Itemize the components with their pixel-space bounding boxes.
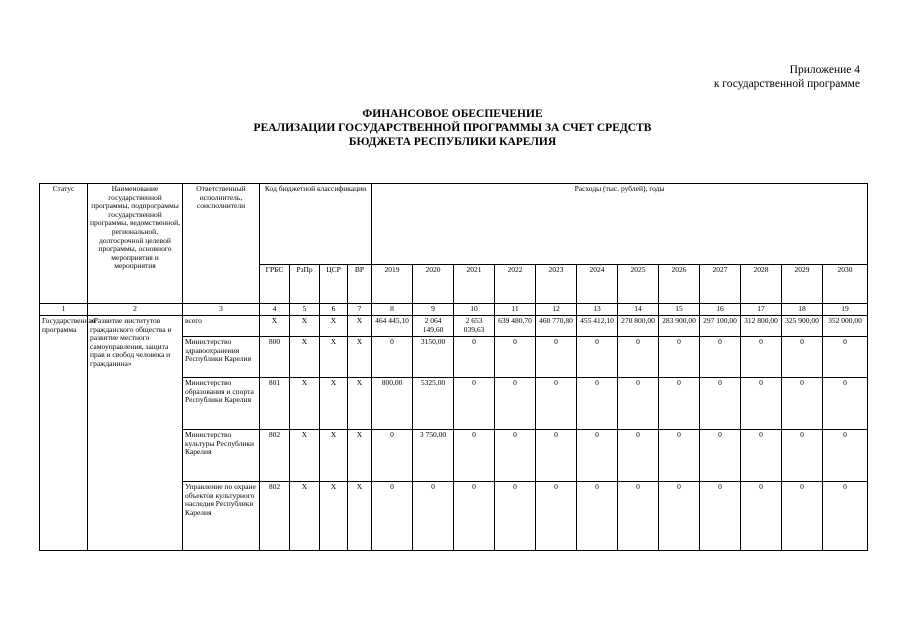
column-number-3: 4 xyxy=(260,304,290,316)
value-cell: 2 064 149,60 xyxy=(413,316,454,337)
value-cell: 0 xyxy=(618,482,659,551)
header-year-5: 2024 xyxy=(577,265,618,304)
header-budget-code: Код бюджетной классификации xyxy=(260,184,372,265)
header-code-2: ЦСР xyxy=(320,265,348,304)
header-year-3: 2022 xyxy=(495,265,536,304)
value-cell: 0 xyxy=(536,337,577,378)
value-cell: 0 xyxy=(782,430,823,482)
title-line-2: РЕАЛИЗАЦИИ ГОСУДАРСТВЕННОЙ ПРОГРАММЫ ЗА СЧЕТ СРЕДСТВ xyxy=(253,122,652,134)
value-cell: 0 xyxy=(823,378,868,430)
code-cell: X xyxy=(348,337,372,378)
column-number-17: 18 xyxy=(782,304,823,316)
value-cell: 0 xyxy=(782,482,823,551)
status-cell: Государственная программа xyxy=(40,316,88,551)
value-cell: 0 xyxy=(700,430,741,482)
value-cell: 312 800,00 xyxy=(741,316,782,337)
value-cell: 0 xyxy=(536,482,577,551)
header-expenses: Расходы (тыс. рублей), годы xyxy=(372,184,868,265)
value-cell: 0 xyxy=(577,430,618,482)
column-number-0: 1 xyxy=(40,304,88,316)
value-cell: 0 xyxy=(372,482,413,551)
value-cell: 352 000,00 xyxy=(823,316,868,337)
value-cell: 0 xyxy=(618,337,659,378)
column-number-16: 17 xyxy=(741,304,782,316)
value-cell: 0 xyxy=(454,378,495,430)
value-cell: 0 xyxy=(659,482,700,551)
code-cell: X xyxy=(260,316,290,337)
code-cell: X xyxy=(320,378,348,430)
header-code-0: ГРБС xyxy=(260,265,290,304)
value-cell: 2 653 039,63 xyxy=(454,316,495,337)
code-cell: X xyxy=(290,482,320,551)
value-cell: 0 xyxy=(823,482,868,551)
column-number-13: 14 xyxy=(618,304,659,316)
value-cell: 270 800,00 xyxy=(618,316,659,337)
header-year-2: 2021 xyxy=(454,265,495,304)
value-cell: 0 xyxy=(618,430,659,482)
code-cell: 801 xyxy=(260,378,290,430)
code-cell: 800 xyxy=(260,337,290,378)
value-cell: 0 xyxy=(700,337,741,378)
value-cell: 460 770,80 xyxy=(536,316,577,337)
code-cell: X xyxy=(290,378,320,430)
value-cell: 0 xyxy=(495,378,536,430)
code-cell: X xyxy=(320,430,348,482)
header-year-1: 2020 xyxy=(413,265,454,304)
header-year-7: 2026 xyxy=(659,265,700,304)
value-cell: 0 xyxy=(741,337,782,378)
value-cell: 0 xyxy=(741,430,782,482)
code-cell: X xyxy=(290,316,320,337)
code-cell: X xyxy=(348,316,372,337)
header-year-6: 2025 xyxy=(618,265,659,304)
value-cell: 0 xyxy=(495,337,536,378)
table-row xyxy=(40,316,868,337)
value-cell: 0 xyxy=(413,482,454,551)
value-cell: 455 412,10 xyxy=(577,316,618,337)
document-title xyxy=(0,107,905,149)
header-executor: Ответственный исполнитель, соисполнители xyxy=(183,184,260,304)
code-cell: X xyxy=(320,337,348,378)
column-number-18: 19 xyxy=(823,304,868,316)
value-cell: 3 750,00 xyxy=(413,430,454,482)
value-cell: 0 xyxy=(495,482,536,551)
value-cell: 0 xyxy=(454,482,495,551)
column-number-9: 10 xyxy=(454,304,495,316)
value-cell: 0 xyxy=(700,482,741,551)
code-cell: X xyxy=(290,337,320,378)
value-cell: 0 xyxy=(454,337,495,378)
value-cell: 0 xyxy=(454,430,495,482)
value-cell: 0 xyxy=(823,337,868,378)
value-cell: 297 100,00 xyxy=(700,316,741,337)
header-year-8: 2027 xyxy=(700,265,741,304)
code-cell: X xyxy=(348,482,372,551)
value-cell: 800,00 xyxy=(372,378,413,430)
value-cell: 0 xyxy=(372,337,413,378)
column-number-8: 9 xyxy=(413,304,454,316)
header-year-4: 2023 xyxy=(536,265,577,304)
value-cell: 0 xyxy=(536,378,577,430)
code-cell: X xyxy=(320,482,348,551)
header-code-3: ВР xyxy=(348,265,372,304)
header-year-10: 2029 xyxy=(782,265,823,304)
value-cell: 0 xyxy=(659,430,700,482)
value-cell: 0 xyxy=(577,482,618,551)
value-cell: 0 xyxy=(536,430,577,482)
financing-table xyxy=(39,183,868,551)
code-cell: X xyxy=(320,316,348,337)
header-status: Статус xyxy=(40,184,88,304)
value-cell: 0 xyxy=(659,337,700,378)
annex-heading xyxy=(714,63,860,91)
column-number-15: 16 xyxy=(700,304,741,316)
value-cell: 0 xyxy=(659,378,700,430)
value-cell: 464 445,10 xyxy=(372,316,413,337)
value-cell: 0 xyxy=(823,430,868,482)
value-cell: 0 xyxy=(577,337,618,378)
value-cell: 0 xyxy=(782,378,823,430)
executor-cell: Министерство образования и спорта Республики Карелия xyxy=(183,378,260,430)
column-number-7: 8 xyxy=(372,304,413,316)
value-cell: 0 xyxy=(700,378,741,430)
executor-cell: всего xyxy=(183,316,260,337)
column-number-5: 6 xyxy=(320,304,348,316)
column-number-4: 5 xyxy=(290,304,320,316)
value-cell: 0 xyxy=(618,378,659,430)
value-cell: 0 xyxy=(741,482,782,551)
header-year-9: 2028 xyxy=(741,265,782,304)
value-cell: 5325,00 xyxy=(413,378,454,430)
column-number-10: 11 xyxy=(495,304,536,316)
title-line-3: БЮДЖЕТА РЕСПУБЛИКИ КАРЕЛИЯ xyxy=(348,136,557,148)
code-cell: X xyxy=(348,430,372,482)
code-cell: X xyxy=(348,378,372,430)
program-name-cell: «Развитие институтов гражданского общества и развитие местного самоуправления, защита прав и свобод человека и гражданина» xyxy=(88,316,183,551)
header-year-11: 2030 xyxy=(823,265,868,304)
value-cell: 283 900,00 xyxy=(659,316,700,337)
column-number-1: 2 xyxy=(88,304,183,316)
column-number-6: 7 xyxy=(348,304,372,316)
header-program-name: Наименование государственной программы, подпрограммы государственной программы, ведомственной, региональной, долгосрочной целевой программы, основного мероприятия и мероприятия xyxy=(88,184,183,304)
code-cell: 802 xyxy=(260,430,290,482)
value-cell: 0 xyxy=(741,378,782,430)
value-cell: 0 xyxy=(372,430,413,482)
code-cell: X xyxy=(290,430,320,482)
column-number-11: 12 xyxy=(536,304,577,316)
annex-reference: к государственной программе xyxy=(713,78,860,90)
annex-number: Приложение 4 xyxy=(789,64,860,76)
value-cell: 0 xyxy=(782,337,823,378)
value-cell: 0 xyxy=(577,378,618,430)
column-number-2: 3 xyxy=(183,304,260,316)
header-code-1: РзПр xyxy=(290,265,320,304)
executor-cell: Министерство культуры Республики Карелия xyxy=(183,430,260,482)
column-number-12: 13 xyxy=(577,304,618,316)
executor-cell: Министерство здравоохранения Республики Карелия xyxy=(183,337,260,378)
header-year-0: 2019 xyxy=(372,265,413,304)
value-cell: 325 900,00 xyxy=(782,316,823,337)
value-cell: 3150,00 xyxy=(413,337,454,378)
value-cell: 0 xyxy=(495,430,536,482)
column-number-14: 15 xyxy=(659,304,700,316)
code-cell: 802 xyxy=(260,482,290,551)
executor-cell: Управление по охране объектов культурного наследия Республики Карелия xyxy=(183,482,260,551)
title-line-1: ФИНАНСОВОЕ ОБЕСПЕЧЕНИЕ xyxy=(362,108,543,120)
value-cell: 639 480,70 xyxy=(495,316,536,337)
